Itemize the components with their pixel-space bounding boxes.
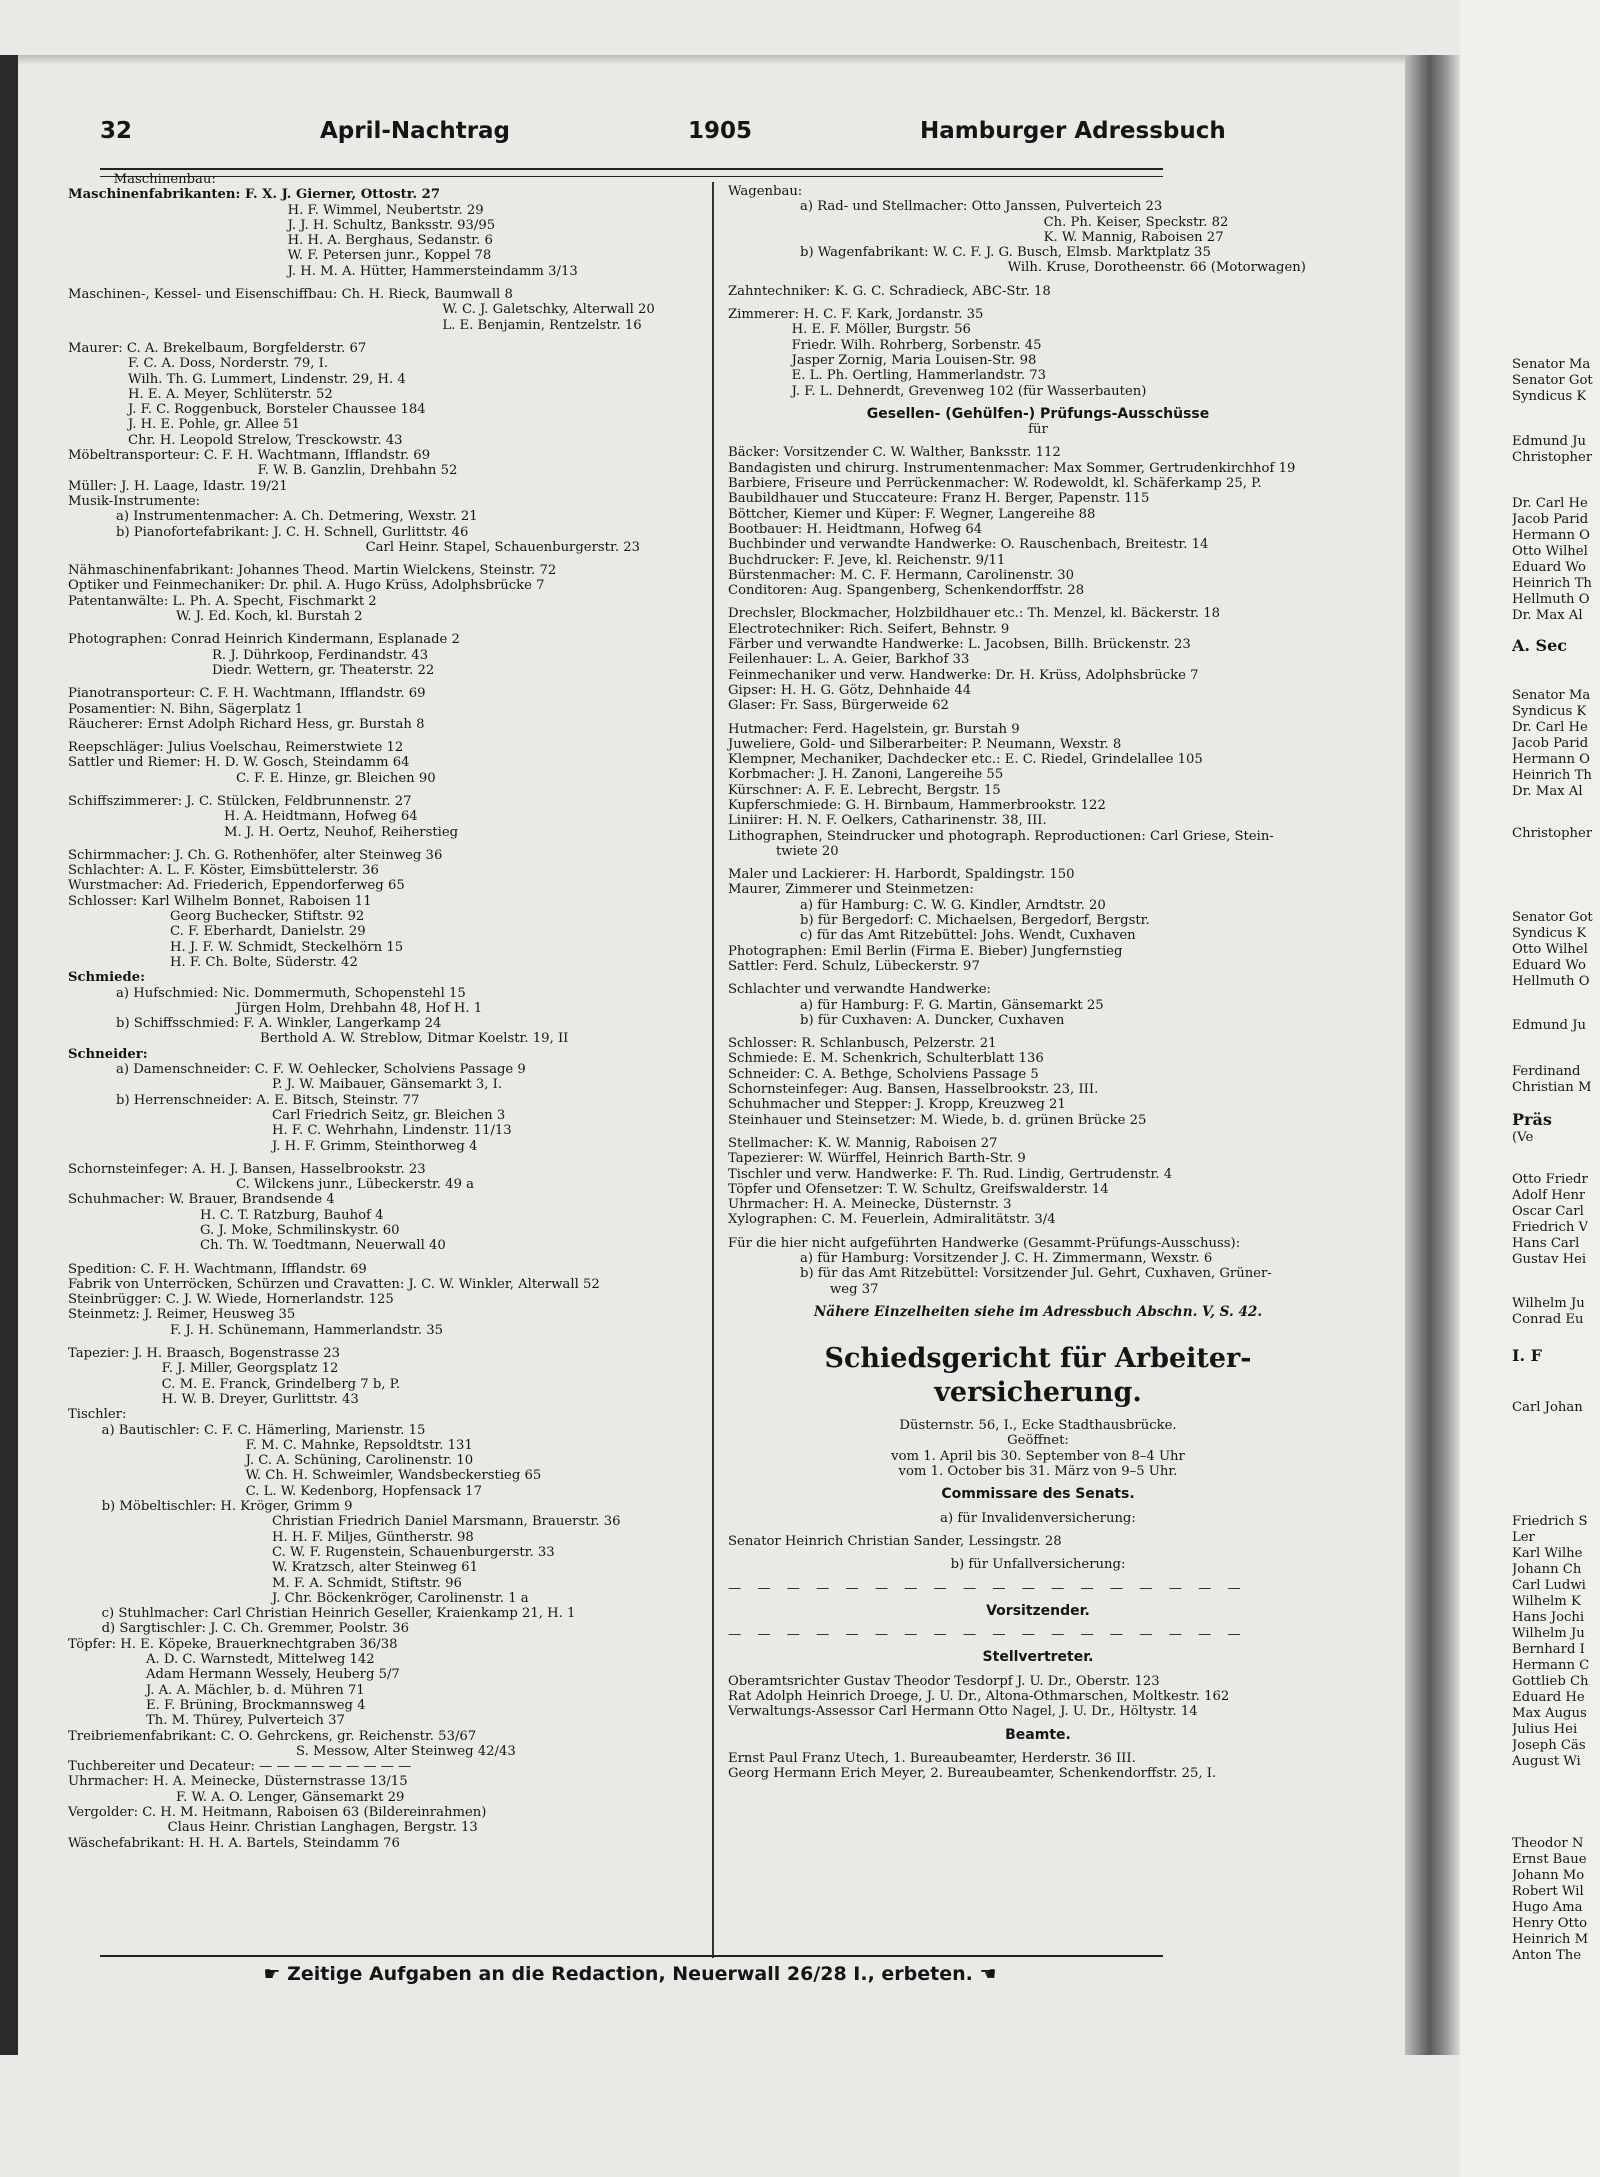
entry-line: a) für Hamburg: Vorsitzender J. C. H. Zimmermann, Wexstr. 6: [800, 1251, 1213, 1266]
left-column: [68, 172, 708, 1851]
adjacent-page-line: Otto Wilhel: [1512, 942, 1588, 957]
entry-line: H. H. A. Berghaus, Sedanstr. 6: [287, 233, 493, 249]
entry-line: H. E. A. Meyer, Schlüterstr. 52: [128, 386, 333, 402]
entry-line: Pianotransporteur: C. F. H. Wachtmann, Ifflandstr. 69: [68, 686, 426, 702]
adjacent-page-line: Heinrich Th: [1512, 576, 1592, 591]
entry-line: G. J. Moke, Schmilinskystr. 60: [200, 1223, 400, 1238]
book-gutter: [1405, 55, 1460, 2055]
adjacent-page-line: Ferdinand: [1512, 1064, 1581, 1079]
entry-line: Bürstenmacher: M. C. F. Hermann, Carolinenstr. 30: [728, 567, 1075, 583]
adjacent-page-line: Syndicus K: [1512, 926, 1587, 941]
entry-line: Uhrmacher: H. A. Meinecke, Düsternstrasse 13/15: [68, 1774, 408, 1790]
entry-line: Commissare des Senats.: [941, 1486, 1135, 1503]
adjacent-page-line: Ler: [1512, 1530, 1535, 1545]
entry-line: für: [1028, 422, 1048, 438]
entry-line: Adam Hermann Wessely, Heuberg 5/7: [146, 1667, 400, 1683]
adjacent-page-line: Carl Ludwi: [1512, 1578, 1586, 1593]
adjacent-page-line: Dr. Max Al: [1512, 608, 1583, 623]
adjacent-page-line: Dr. Carl He: [1512, 496, 1588, 511]
adjacent-page-line: (Ve: [1512, 1130, 1534, 1145]
entry-line: Oberamtsrichter Gustav Theodor Tesdorpf J. U. Dr., Oberstr. 123: [728, 1673, 1160, 1689]
entry-line: Ch. Th. W. Toedtmann, Neuerwall 40: [200, 1238, 446, 1254]
entry-line: Glaser: Fr. Sass, Bürgerweide 62: [728, 698, 949, 714]
entry-line: Schmiede: E. M. Schenkrich, Schulterblatt 136: [728, 1051, 1044, 1067]
adjacent-page-line: Otto Wilhel: [1512, 544, 1588, 559]
entry-line: Carl Friedrich Seitz, gr. Bleichen 3: [272, 1107, 506, 1123]
entry-line: Für die hier nicht aufgeführten Handwerke (Gesammt-Prüfungs-Ausschuss):: [728, 1235, 1241, 1251]
entry-line: versicherung.: [934, 1377, 1142, 1409]
pointing-hand-icon-right: ☚: [979, 1963, 997, 1985]
entry-line: Düsternstr. 56, I., Ecke Stadthausbrücke.: [899, 1418, 1177, 1434]
entry-line: Bäcker: Vorsitzender C. W. Walther, Banksstr. 112: [728, 445, 1061, 461]
entry-line: Posamentier: N. Bihn, Sägerplatz 1: [68, 701, 304, 717]
entry-line: c) Stuhlmacher: Carl Christian Heinrich Geseller, Kraienkamp 21, H. 1: [101, 1606, 576, 1622]
entry-line: C. M. E. Franck, Grindelberg 7 b, P.: [161, 1376, 401, 1392]
entry-line: Nähere Einzelheiten siehe im Adressbuch Abschn. V, S. 42.: [813, 1303, 1263, 1320]
entry-line: H. E. F. Möller, Burgstr. 56: [791, 322, 971, 338]
entry-line: a) Instrumentenmacher: A. Ch. Detmering, Wexstr. 21: [116, 509, 478, 525]
entry-line: Schneider: C. A. Bethge, Scholviens Passage 5: [728, 1066, 1039, 1082]
entry-line: a) Hufschmied: Nic. Dommermuth, Schopenstehl 15: [116, 985, 466, 1001]
entry-line: Maschinen-, Kessel- und Eisenschiffbau: Ch. H. Rieck, Baumwall 8: [68, 287, 513, 303]
adjacent-page-line: Edmund Ju: [1512, 1018, 1586, 1033]
entry-line: Patentanwälte: L. Ph. A. Specht, Fischmarkt 2: [68, 593, 377, 609]
adjacent-page-line: Präs: [1512, 1112, 1552, 1128]
entry-line: weg 37: [830, 1281, 879, 1297]
adjacent-page-line: Friedrich V: [1512, 1220, 1589, 1235]
entry-line: J. H. E. Pohle, gr. Allee 51: [128, 417, 300, 433]
entry-line: c) für das Amt Ritzebüttel: Johs. Wendt, Cuxhaven: [800, 928, 1136, 944]
entry-line: a) für Hamburg: C. W. G. Kindler, Arndtstr. 20: [800, 897, 1106, 913]
entry-line: Th. M. Thürey, Pulverteich 37: [146, 1713, 345, 1729]
right-column: [728, 184, 1348, 1782]
entry-line: Zahntechniker: K. G. C. Schradieck, ABC-Str. 18: [728, 283, 1051, 299]
adjacent-page-line: Hermann O: [1512, 528, 1590, 543]
entry-line: Lithographen, Steindrucker und photograph. Reproductionen: Carl Griese, Stein-: [728, 828, 1274, 844]
entry-line: a) für Hamburg: F. G. Martin, Gänsemarkt 25: [800, 997, 1104, 1013]
entry-line: H. W. B. Dreyer, Gurlittstr. 43: [161, 1391, 359, 1407]
adjacent-page-line: A. Sec: [1512, 638, 1568, 654]
entry-line: Bootbauer: H. Heidtmann, Hofweg 64: [728, 521, 983, 537]
adjacent-page-line: Joseph Cäs: [1512, 1738, 1586, 1753]
entry-line: Töpfer: H. E. Köpeke, Brauerknechtgraben 36/38: [68, 1636, 398, 1652]
adjacent-page-line: Senator Got: [1512, 373, 1593, 388]
entry-line: Schornsteinfeger: A. H. J. Bansen, Hasselbrookstr. 23: [68, 1161, 426, 1177]
adjacent-page-line: Hugo Ama: [1512, 1900, 1583, 1915]
entry-line: b) Schiffsschmied: F. A. Winkler, Langerkamp 24: [116, 1016, 442, 1032]
entry-line: K. W. Mannig, Raboisen 27: [1043, 229, 1224, 245]
entry-line: Zimmerer: H. C. F. Kark, Jordanstr. 35: [728, 307, 984, 323]
adjacent-page-line: Gottlieb Ch: [1512, 1674, 1589, 1689]
footer-rule: [100, 1955, 1163, 1957]
entry-line: Liniirer: H. N. F. Oelkers, Catharinenstr. 38, III.: [728, 813, 1047, 829]
header-right-title: Hamburger Adressbuch: [920, 118, 1226, 144]
adjacent-page-line: Heinrich Th: [1512, 768, 1592, 783]
entry-line: Tischler:: [68, 1407, 127, 1423]
entry-line: Ernst Paul Franz Utech, 1. Bureaubeamter, Herderstr. 36 III.: [728, 1750, 1136, 1766]
entry-line: Schuhmacher und Stepper: J. Kropp, Kreuzweg 21: [728, 1097, 1066, 1113]
entry-line: H. F. Wimmel, Neubertstr. 29: [287, 202, 484, 218]
entry-line: Tischler und verw. Handwerke: F. Th. Rud. Lindig, Gertrudenstr. 4: [728, 1166, 1173, 1182]
adjacent-page-line: Theodor N: [1512, 1836, 1584, 1851]
adjacent-page-line: Dr. Max Al: [1512, 784, 1583, 799]
adjacent-page-line: Christopher: [1512, 450, 1593, 465]
entry-line: S. Messow, Alter Steinweg 42/43: [296, 1743, 516, 1759]
entry-line: F. M. C. Mahnke, Repsoldtstr. 131: [245, 1437, 473, 1453]
entry-line: C. F. Eberhardt, Danielstr. 29: [170, 924, 366, 940]
entry-line: b) für Cuxhaven: A. Duncker, Cuxhaven: [800, 1012, 1065, 1028]
entry-line: Treibriemenfabrikant: C. O. Gehrckens, gr. Reichenstr. 53/67: [68, 1728, 477, 1744]
entry-line: J. C. A. Schüning, Carolinenstr. 10: [245, 1453, 474, 1469]
entry-line: Töpfer und Ofensetzer: T. W. Schultz, Greifswalderstr. 14: [728, 1181, 1109, 1197]
adjacent-page-line: Hellmuth O: [1512, 592, 1590, 607]
adjacent-page-line: Senator Ma: [1512, 357, 1591, 372]
entry-line: F. J. H. Schünemann, Hammerlandstr. 35: [170, 1322, 444, 1338]
adjacent-page-line: Wilhelm K: [1512, 1594, 1581, 1609]
adjacent-page-line: Heinrich M: [1512, 1932, 1589, 1947]
entry-line: Barbiere, Friseure und Perrückenmacher: W. Rodewoldt, kl. Schäferkamp 25, P.: [728, 476, 1262, 492]
adjacent-page-line: Hans Jochi: [1512, 1610, 1585, 1625]
entry-line: Hutmacher: Ferd. Hagelstein, gr. Burstah 9: [728, 721, 1020, 737]
entry-line: M. F. A. Schmidt, Stiftstr. 96: [272, 1575, 462, 1591]
entry-line: b) für das Amt Ritzebüttel: Vorsitzender Jul. Gehrt, Cuxhaven, Grüner-: [800, 1266, 1272, 1282]
entry-line: Schneider:: [68, 1046, 148, 1062]
entry-line: Tapezier: J. H. Braasch, Bogenstrasse 23: [68, 1346, 340, 1362]
entry-line: P. J. W. Maibauer, Gänsemarkt 3, I.: [272, 1077, 503, 1093]
entry-line: W. Ch. H. Schweimler, Wandsbeckerstieg 65: [245, 1468, 542, 1484]
entry-line: H. H. F. Miljes, Güntherstr. 98: [272, 1529, 474, 1545]
entry-line: Schlachter: A. L. F. Köster, Eimsbüttelerstr. 36: [68, 863, 379, 879]
entry-line: Georg Hermann Erich Meyer, 2. Bureaubeamter, Schenkendorffstr. 25, I.: [728, 1766, 1217, 1782]
entry-line: Beamte.: [1005, 1726, 1071, 1743]
entry-line: W. Kratzsch, alter Steinweg 61: [272, 1560, 478, 1576]
scan-border: [0, 55, 18, 2055]
entry-line: Sattler: Ferd. Schulz, Lübeckerstr. 97: [728, 958, 980, 974]
adjacent-page-line: Otto Friedr: [1512, 1172, 1588, 1187]
adjacent-page-line: Eduard Wo: [1512, 560, 1586, 575]
entry-line: H. C. T. Ratzburg, Bauhof 4: [200, 1207, 384, 1223]
entry-line: b) Wagenfabrikant: W. C. F. J. G. Busch, Elmsb. Marktplatz 35: [800, 245, 1211, 261]
entry-line: Kürschner: A. F. E. Lebrecht, Bergstr. 15: [728, 782, 1001, 798]
entry-line: Vergolder: C. H. M. Heitmann, Raboisen 63 (Bildereinrahmen): [68, 1804, 487, 1820]
entry-line: b) Pianofortefabrikant: J. C. H. Schnell, Gurlittstr. 46: [116, 524, 469, 540]
adjacent-page-line: Adolf Henr: [1512, 1188, 1586, 1203]
entry-line: — — — — — — — — — — — — — — — — — —: [728, 1627, 1247, 1643]
scan-shadow: [18, 55, 1418, 65]
entry-line: Jürgen Holm, Drehbahn 48, Hof H. 1: [236, 1000, 483, 1016]
entry-line: d) Sargtischler: J. C. Ch. Gremmer, Poolstr. 36: [101, 1621, 409, 1637]
entry-line: J. Chr. Böckenkröger, Carolinenstr. 1 a: [272, 1590, 529, 1606]
entry-line: Sattler und Riemer: H. D. W. Gosch, Steindamm 64: [68, 755, 410, 771]
adjacent-page-line: Syndicus K: [1512, 704, 1587, 719]
pointing-hand-icon: ☛: [263, 1963, 288, 1985]
entry-line: Stellmacher: K. W. Mannig, Raboisen 27: [728, 1135, 998, 1151]
entry-line: vom 1. April bis 30. September von 8–4 Uhr: [891, 1448, 1185, 1464]
entry-line: Wäschefabrikant: H. H. A. Bartels, Steindamm 76: [68, 1835, 400, 1851]
entry-line: J. F. L. Dehnerdt, Grevenweg 102 (für Wasserbauten): [791, 383, 1147, 399]
adjacent-page-line: Wilhelm Ju: [1512, 1296, 1585, 1311]
footer-text: Zeitige Aufgaben an die Redaction, Neuerwall 26/28 I., erbeten.: [287, 1963, 973, 1985]
entry-line: Maler und Lackierer: H. Harbordt, Spaldingstr. 150: [728, 867, 1075, 883]
adjacent-page-line: August Wi: [1512, 1754, 1581, 1769]
adjacent-page-line: Julius Hei: [1512, 1722, 1578, 1737]
adjacent-page-line: Johann Mo: [1512, 1868, 1585, 1883]
adjacent-page-line: Oscar Carl: [1512, 1204, 1584, 1219]
entry-line: Schlosser: Karl Wilhelm Bonnet, Raboisen 11: [68, 893, 372, 909]
adjacent-page-line: Hellmuth O: [1512, 974, 1590, 989]
entry-line: Verwaltungs-Assessor Carl Hermann Otto Nagel, J. U. Dr., Höltystr. 14: [728, 1704, 1198, 1720]
adjacent-page-line: Henry Otto: [1512, 1916, 1588, 1931]
entry-line: b) Herrenschneider: A. E. Bitsch, Steinstr. 77: [116, 1092, 420, 1108]
entry-line: Korbmacher: J. H. Zanoni, Langereihe 55: [728, 767, 1004, 783]
entry-line: H. F. C. Wehrhahn, Lindenstr. 11/13: [272, 1123, 512, 1139]
entry-line: H. A. Heidtmann, Hofweg 64: [224, 809, 418, 825]
adjacent-page-line: Bernhard I: [1512, 1642, 1585, 1657]
column-divider: [712, 182, 714, 1958]
entry-line: J. H. F. Grimm, Steinthorweg 4: [272, 1138, 478, 1154]
entry-line: Drechsler, Blockmacher, Holzbildhauer etc.: Th. Menzel, kl. Bäckerstr. 18: [728, 606, 1221, 622]
entry-line: Juweliere, Gold- und Silberarbeiter: P. Neumann, Wexstr. 8: [728, 736, 1122, 752]
entry-line: Uhrmacher: H. A. Meinecke, Düsternstr. 3: [728, 1197, 1012, 1213]
entry-line: Xylographen: C. M. Feuerlein, Admiralitätstr. 3/4: [728, 1212, 1056, 1228]
entry-line: F. J. Miller, Georgsplatz 12: [161, 1361, 339, 1377]
entry-line: Schornsteinfeger: Aug. Bansen, Hasselbrookstr. 23, III.: [728, 1082, 1099, 1098]
page-number: 32: [100, 118, 133, 144]
entry-line: Bandagisten und chirurg. Instrumentenmacher: Max Sommer, Gertrudenkirchhof 19: [728, 460, 1296, 476]
entry-line: W. F. Petersen junr., Koppel 78: [287, 248, 492, 264]
entry-line: Fabrik von Unterröcken, Schürzen und Cravatten: J. C. W. Winkler, Alterwall 52: [68, 1276, 600, 1292]
entry-line: Maurer: C. A. Brekelbaum, Borgfelderstr. 67: [68, 340, 367, 356]
entry-line: Spedition: C. F. H. Wachtmann, Ifflandstr. 69: [68, 1261, 367, 1277]
entry-line: Chr. H. Leopold Strelow, Tresckowstr. 43: [128, 432, 403, 448]
entry-line: b) Möbeltischler: H. Kröger, Grimm 9: [101, 1499, 353, 1515]
entry-line: Vorsitzender.: [986, 1602, 1090, 1619]
entry-line: a) Bautischler: C. F. C. Hämerling, Marienstr. 15: [101, 1422, 426, 1438]
adjacent-page-line: Johann Ch: [1512, 1562, 1582, 1577]
adjacent-page-line: Conrad Eu: [1512, 1312, 1584, 1327]
entry-line: Schlachter und verwandte Handwerke:: [728, 982, 991, 998]
entry-line: E. L. Ph. Oertling, Hammerlandstr. 73: [791, 368, 1047, 384]
entry-line: Musik-Instrumente:: [68, 493, 201, 509]
header-year: 1905: [688, 118, 753, 144]
header-left-title: April-Nachtrag: [320, 118, 511, 144]
entry-line: Geöffnet:: [1007, 1433, 1069, 1449]
adjacent-page-line: Edmund Ju: [1512, 434, 1586, 449]
adjacent-page-line: Robert Wil: [1512, 1884, 1584, 1899]
entry-line: Wagenbau:: [728, 184, 803, 199]
entry-line: Maurer, Zimmerer und Steinmetzen:: [728, 882, 974, 898]
entry-line: Senator Heinrich Christian Sander, Lessingstr. 28: [728, 1533, 1062, 1549]
entry-line: Schirmmacher: J. Ch. G. Rothenhöfer, alter Steinweg 36: [68, 847, 443, 863]
entry-line: E. F. Brüning, Brockmannsweg 4: [146, 1697, 366, 1713]
entry-line: Buchbinder und verwandte Handwerke: O. Rauschenbach, Breitestr. 14: [728, 537, 1209, 553]
entry-line: J. F. C. Roggenbuck, Borsteler Chaussee 184: [128, 402, 426, 418]
entry-line: Steinmetz: J. Reimer, Heusweg 35: [68, 1307, 296, 1323]
entry-line: Wilh. Kruse, Dorotheenstr. 66 (Motorwagen): [1007, 260, 1306, 276]
entry-line: H. J. F. W. Schmidt, Steckelhörn 15: [170, 939, 404, 955]
entry-line: Maschinenfabrikanten: F. X. J. Gierner, Ottostr. 27: [68, 187, 440, 203]
entry-line: b) für Bergedorf: C. Michaelsen, Bergedorf, Bergstr.: [800, 913, 1150, 929]
entry-line: Schlosser: R. Schlanbusch, Pelzerstr. 21: [728, 1036, 997, 1052]
entry-line: F. W. B. Ganzlin, Drehbahn 52: [257, 463, 458, 479]
entry-line: R. J. Dührkoop, Ferdinandstr. 43: [212, 647, 429, 663]
entry-line: Ch. Ph. Keiser, Speckstr. 82: [1043, 214, 1229, 230]
entry-line: Kupferschmiede: G. H. Birnbaum, Hammerbrookstr. 122: [728, 797, 1106, 813]
entry-line: L. E. Benjamin, Rentzelstr. 16: [442, 317, 642, 333]
footer-notice: [100, 1963, 1160, 1985]
entry-line: J. A. A. Mächler, b. d. Mühren 71: [146, 1682, 365, 1698]
entry-line: Georg Buchecker, Stiftstr. 92: [170, 909, 365, 925]
adjacent-page-line: Max Augus: [1512, 1706, 1587, 1721]
entry-line: Schiedsgericht für Arbeiter-: [824, 1343, 1252, 1375]
entry-line: Rat Adolph Heinrich Droege, J. U. Dr., Altona-Othmarschen, Moltkestr. 162: [728, 1689, 1230, 1705]
adjacent-page-line: Dr. Carl He: [1512, 720, 1588, 735]
adjacent-page-line: Eduard Wo: [1512, 958, 1586, 973]
entry-line: Gipser: H. H. G. Götz, Dehnhaide 44: [728, 682, 972, 698]
entry-line: Maschinenbau:: [113, 172, 216, 187]
header-rule: [100, 168, 1163, 170]
adjacent-page-line: Hans Carl: [1512, 1236, 1580, 1251]
entry-line: Wilh. Th. G. Lummert, Lindenstr. 29, H. 4: [128, 371, 406, 387]
adjacent-page-line: Eduard He: [1512, 1690, 1585, 1705]
adjacent-page-line: Senator Got: [1512, 910, 1593, 925]
adjacent-page-line: Carl Johan: [1512, 1400, 1583, 1415]
entry-line: Claus Heinr. Christian Langhagen, Bergstr. 13: [167, 1820, 478, 1836]
entry-line: Diedr. Wettern, gr. Theaterstr. 22: [212, 662, 435, 678]
entry-line: Berthold A. W. Streblow, Ditmar Koelstr. 19, II: [260, 1031, 569, 1047]
entry-line: Optiker und Feinmechaniker: Dr. phil. A. Hugo Krüss, Adolphsbrücke 7: [68, 578, 545, 594]
entry-line: W. C. J. Galetschky, Alterwall 20: [442, 302, 655, 318]
entry-line: Carl Heinr. Stapel, Schauenburgerstr. 23: [365, 539, 640, 555]
adjacent-page-line: Jacob Parid: [1512, 512, 1589, 527]
entry-line: Färber und verwandte Handwerke: L. Jacobsen, Billh. Brückenstr. 23: [728, 637, 1191, 653]
entry-line: Jasper Zornig, Maria Louisen-Str. 98: [791, 352, 1037, 368]
adjacent-page-line: I. F: [1512, 1348, 1542, 1364]
adjacent-page-line: Syndicus K: [1512, 389, 1587, 404]
entry-line: Conditoren: Aug. Spangenberg, Schenkendorffstr. 28: [728, 583, 1085, 599]
entry-line: C. Wilckens junr., Lübeckerstr. 49 a: [236, 1177, 475, 1193]
entry-line: Reepschläger: Julius Voelschau, Reimerstwiete 12: [68, 740, 404, 756]
entry-line: Schuhmacher: W. Brauer, Brandsende 4: [68, 1192, 335, 1208]
entry-line: Steinhauer und Steinsetzer: M. Wiede, b. d. grünen Brücke 25: [728, 1112, 1147, 1128]
entry-line: Stellvertreter.: [982, 1649, 1094, 1666]
entry-line: Baubildhauer und Stuccateure: Franz H. Berger, Papenstr. 115: [728, 491, 1150, 507]
entry-line: Christian Friedrich Daniel Marsmann, Brauerstr. 36: [272, 1514, 621, 1530]
entry-line: Schmiede:: [68, 970, 145, 986]
entry-line: — — — — — — — — — — — — — — — — — —: [728, 1580, 1247, 1596]
entry-line: a) für Invalidenversicherung:: [940, 1510, 1136, 1526]
page-header: [100, 118, 1226, 158]
entry-line: W. J. Ed. Koch, kl. Burstah 2: [176, 609, 363, 625]
entry-line: Friedr. Wilh. Rohrberg, Sorbenstr. 45: [791, 337, 1042, 353]
entry-line: Feilenhauer: L. A. Geier, Barkhof 33: [728, 652, 970, 668]
adjacent-page-line: Karl Wilhe: [1512, 1546, 1583, 1561]
entry-line: Müller: J. H. Laage, Idastr. 19/21: [68, 478, 288, 494]
entry-line: J. H. M. A. Hütter, Hammersteindamm 3/13: [287, 263, 578, 279]
entry-line: C. L. W. Kedenborg, Hopfensack 17: [245, 1483, 482, 1499]
entry-line: M. J. H. Oertz, Neuhof, Reiherstieg: [224, 824, 459, 840]
entry-line: b) für Unfallversicherung:: [950, 1557, 1126, 1573]
entry-line: Nähmaschinenfabrikant: Johannes Theod. Martin Wielckens, Steinstr. 72: [68, 563, 557, 579]
entry-line: Schiffszimmerer: J. C. Stülcken, Feldbrunnenstr. 27: [68, 793, 412, 809]
entry-line: Photographen: Conrad Heinrich Kindermann, Esplanade 2: [68, 632, 460, 648]
adjacent-page-line: Anton The: [1512, 1948, 1582, 1963]
entry-line: C. W. F. Rugenstein, Schauenburgerstr. 33: [272, 1544, 555, 1560]
entry-line: vom 1. October bis 31. März von 9–5 Uhr.: [898, 1464, 1178, 1480]
entry-line: a) Rad- und Stellmacher: Otto Janssen, Pulverteich 23: [800, 199, 1163, 215]
entry-line: Böttcher, Kiemer und Küper: F. Wegner, Langereihe 88: [728, 506, 1096, 522]
entry-line: Steinbrügger: C. J. W. Wiede, Hornerlandstr. 125: [68, 1292, 394, 1308]
entry-line: Gesellen- (Gehülfen-) Prüfungs-Ausschüsse: [866, 405, 1210, 422]
adjacent-page-line: Ernst Baue: [1512, 1852, 1587, 1867]
entry-line: Wurstmacher: Ad. Friederich, Eppendorferweg 65: [68, 878, 405, 894]
entry-line: Photographen: Emil Berlin (Firma E. Bieber) Jungfernstieg: [728, 943, 1123, 959]
entry-line: F. W. A. O. Lenger, Gänsemarkt 29: [176, 1789, 405, 1805]
entry-line: Buchdrucker: F. Jeve, kl. Reichenstr. 9/11: [728, 552, 1006, 568]
entry-line: twiete 20: [776, 843, 839, 859]
adjacent-page-line: Jacob Parid: [1512, 736, 1589, 751]
entry-line: Electrotechniker: Rich. Seifert, Behnstr. 9: [728, 621, 1010, 637]
entry-line: J. J. H. Schultz, Banksstr. 93/95: [287, 217, 496, 233]
entry-line: Tapezierer: W. Würffel, Heinrich Barth-Str. 9: [728, 1151, 1026, 1167]
adjacent-page-line: Hermann O: [1512, 752, 1590, 767]
entry-line: Feinmechaniker und verw. Handwerke: Dr. H. Krüss, Adolphsbrücke 7: [728, 667, 1199, 683]
adjacent-page-line: Friedrich S: [1512, 1514, 1588, 1529]
entry-line: Klempner, Mechaniker, Dachdecker etc.: E. C. Riedel, Grindelallee 105: [728, 752, 1203, 768]
adjacent-page-line: Hermann C: [1512, 1658, 1590, 1673]
adjacent-page-line: Gustav Hei: [1512, 1252, 1587, 1267]
adjacent-page-line: Senator Ma: [1512, 688, 1591, 703]
entry-line: a) Damenschneider: C. F. W. Oehlecker, Scholviens Passage 9: [116, 1062, 526, 1078]
entry-line: A. D. C. Warnstedt, Mittelweg 142: [146, 1652, 375, 1668]
entry-line: C. F. E. Hinze, gr. Bleichen 90: [236, 770, 436, 786]
entry-line: Räucherer: Ernst Adolph Richard Hess, gr. Burstah 8: [68, 716, 425, 732]
adjacent-page-line: Christopher: [1512, 826, 1593, 841]
entry-line: Tuchbereiter und Decateur: — — — — — — — — —: [68, 1759, 412, 1775]
entry-line: H. F. Ch. Bolte, Süderstr. 42: [170, 954, 358, 970]
adjacent-page-line: Christian M: [1512, 1080, 1592, 1095]
adjacent-page-line: Wilhelm Ju: [1512, 1626, 1585, 1641]
entry-line: Möbeltransporteur: C. F. H. Wachtmann, Ifflandstr. 69: [68, 448, 431, 464]
entry-line: F. C. A. Doss, Norderstr. 79, I.: [128, 356, 329, 372]
